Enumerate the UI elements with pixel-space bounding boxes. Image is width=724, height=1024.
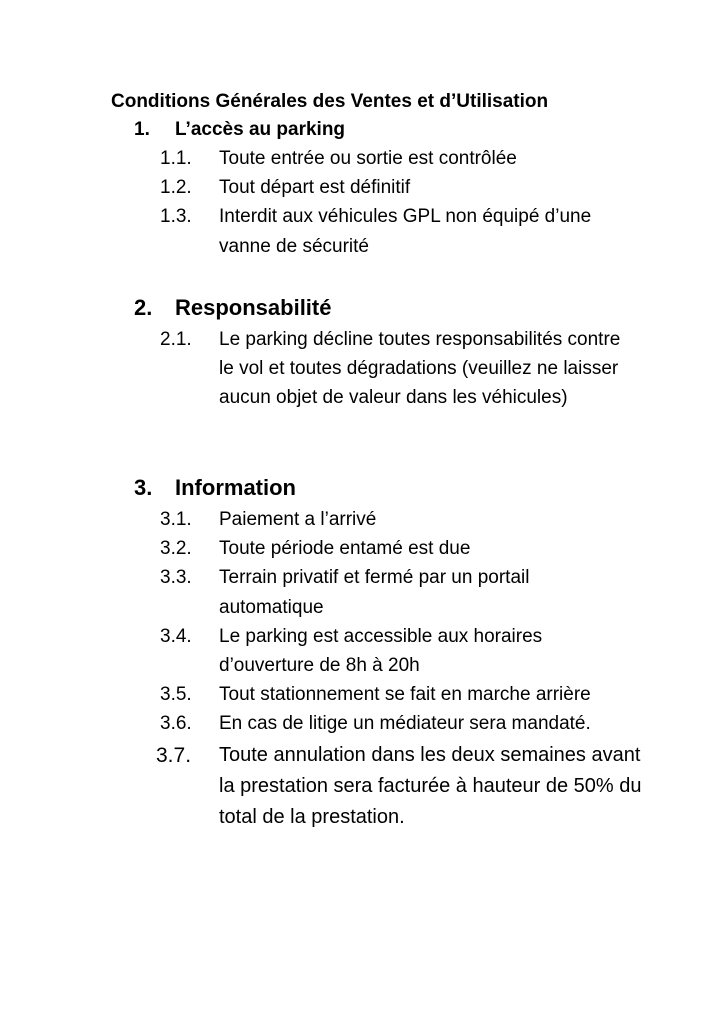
list-item	[0, 680, 639, 709]
section-title: L’accès au parking	[175, 119, 346, 140]
item-number: 1.1.	[160, 148, 192, 169]
list-item	[0, 740, 649, 833]
item-text: Toute annulation dans les deux semaines avant la prestation sera facturée à hauteur de 50% du total de la prestation.	[219, 743, 642, 828]
document-title: Conditions Générales des Ventes et d’Utilisation	[111, 91, 549, 112]
section-heading	[0, 291, 724, 325]
item-text: En cas de litige un médiateur sera mandaté.	[219, 713, 591, 735]
item-number: 3.2.	[160, 538, 192, 560]
item-text: Tout stationnement se fait en marche arrière	[219, 684, 591, 706]
item-text: Interdit aux véhicules GPL non équipé d’une vanne de sécurité	[219, 206, 592, 257]
item-text: Paiement a l’arrivé	[219, 509, 377, 530]
section-number: 3.	[134, 475, 153, 500]
list-item	[0, 325, 639, 413]
section-number: 1.	[134, 119, 150, 140]
item-number: 3.7.	[156, 743, 192, 767]
list-item	[0, 622, 639, 680]
item-number: 3.3.	[160, 567, 192, 589]
item-number: 3.1.	[160, 509, 192, 530]
section-title: Responsabilité	[175, 295, 332, 320]
list-item	[0, 173, 639, 202]
item-number: 3.5.	[160, 684, 192, 706]
item-text: Le parking décline toutes responsabilités contre le vol et toutes dégradations (veuillez ne laisser aucun objet de valeur dans les véhicules)	[219, 329, 621, 409]
list-item	[0, 202, 639, 260]
list-item	[0, 144, 639, 173]
item-text: Le parking est accessible aux horaires d’ouverture de 8h à 20h	[219, 625, 543, 677]
list-item	[0, 709, 639, 738]
section-heading	[0, 116, 724, 144]
list-item	[0, 505, 639, 534]
section-heading	[0, 471, 724, 505]
item-number: 2.1.	[160, 329, 192, 350]
list-item	[0, 534, 639, 563]
item-number: 3.4.	[160, 625, 192, 647]
item-text: Terrain privatif et fermé par un portail automatique	[219, 567, 530, 618]
section-access	[0, 116, 724, 261]
section-title: Information	[175, 475, 296, 500]
item-text: Toute période entamé est due	[219, 538, 471, 560]
item-number: 3.6.	[160, 713, 192, 735]
item-number: 1.3.	[160, 206, 192, 228]
list-item	[0, 563, 639, 621]
item-number: 1.2.	[160, 177, 192, 199]
section-information	[0, 471, 724, 833]
item-text: Tout départ est définitif	[219, 177, 411, 199]
item-text: Toute entrée ou sortie est contrôlée	[219, 148, 517, 169]
section-number: 2.	[134, 295, 153, 320]
section-responsibility	[0, 291, 724, 413]
